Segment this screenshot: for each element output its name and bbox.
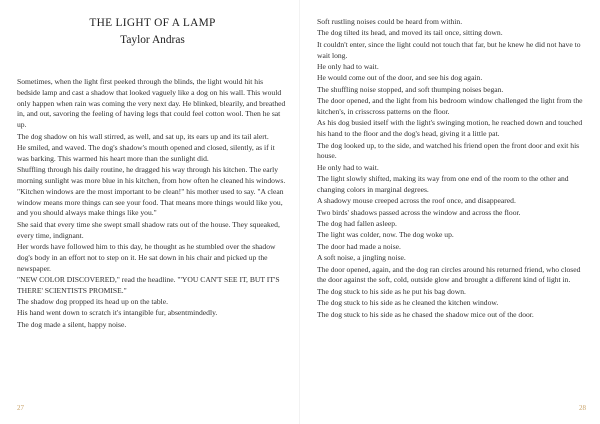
paragraph: "NEW COLOR DISCOVERED," read the headline. "'YOU CAN'T SEE IT, BUT IT'S THERE' SCIENTISTS PROMISE." bbox=[17, 274, 280, 295]
paragraph: A shadowy mouse creeped across the roof once, and disappeared. bbox=[317, 196, 516, 206]
paragraph: Sometimes, when the light first peeked through the blinds, the light would hit his bedside lamp and cast a shadow that looked vaguely like a dog on his wall. This would only happen when rain was coming the very next day. He blinked, blearily, and breathed in, and out, savoring the feeling of having legs that could feel cotton wool. Then he sat up. bbox=[17, 77, 286, 130]
right-page-body bbox=[317, 17, 588, 320]
paragraph: He only had to wait. bbox=[317, 162, 379, 172]
paragraph: Two birds' shadows passed across the window and across the floor. bbox=[317, 207, 521, 217]
paragraph: She said that every time she swept small shadow rats out of the house. They squeaked, every time, indignant. bbox=[17, 219, 280, 240]
paragraph: The dog had fallen asleep. bbox=[317, 219, 397, 229]
paragraph: He smiled, and waved. The dog's shadow's mouth opened and closed, silently, as if it was barking. This warmed his heart more than the sunlight did. bbox=[17, 142, 275, 163]
paragraph: Soft rustling noises could be heard from within. bbox=[317, 17, 463, 26]
paragraph: The dog looked up, to the side, and watched his friend open the front door and exit his house. bbox=[317, 140, 580, 161]
paragraph: As his dog busied itself with the light's swinging motion, he reached down and touched his hand to the floor and the dog's head, giving it a little pat. bbox=[317, 118, 583, 139]
paragraph: The door had made a noise. bbox=[317, 241, 401, 251]
paragraph: His hand went down to scratch it's intangible fur, absentmindedly. bbox=[17, 308, 218, 318]
paragraph: The dog stuck to his side as he cleaned the kitchen window. bbox=[317, 298, 499, 308]
paragraph: The dog stuck to his side as he chased the shadow mice out of the door. bbox=[317, 309, 534, 319]
paragraph: The dog tilted its head, and moved its tail once, sitting down. bbox=[317, 28, 503, 38]
page-number-left: 27 bbox=[17, 404, 24, 412]
paragraph: The door opened, and the light from his bedroom window challenged the light from the kitchen's, in crisscross patterns on the floor. bbox=[317, 96, 583, 116]
story-author: Taylor Andras bbox=[120, 34, 185, 46]
paragraph: The dog made a silent, happy noise. bbox=[17, 319, 127, 329]
paragraph: A soft noise, a jingling noise. bbox=[317, 253, 406, 263]
paragraph: The light was colder, now. The dog woke up. bbox=[317, 230, 454, 240]
paragraph: The dog shadow on his wall stirred, as well, and sat up, its ears up and its tail alert. bbox=[17, 131, 269, 141]
paragraph: The shadow dog propped its head up on the table. bbox=[17, 297, 168, 307]
paragraph: The door opened, again, and the dog ran circles around his returned friend, who closed the door against the soft, cold, outside glow and brought a different kind of light in. bbox=[317, 264, 581, 285]
paragraph: He only had to wait. bbox=[317, 61, 379, 71]
paragraph: It couldn't enter, since the light could not touch that far, but he knew he did not have to wait long. bbox=[317, 39, 581, 60]
paragraph: The shuffling noise stopped, and soft thumping noises began. bbox=[317, 84, 504, 94]
page-number-right: 28 bbox=[579, 404, 586, 412]
paragraph: Shuffling through his daily routine, he dragged his way through his kitchen. The early morning sunlight was more blue in his kitchen, from how often he cleaned his windows. "Kitchen windows are the most important to be clean!" his mother used to say. "A clean window means more things can see your food. That means more things would like you, and you should always make things like you." bbox=[17, 165, 286, 218]
story-title: THE LIGHT OF A LAMP bbox=[89, 17, 216, 29]
paragraph: Her words have followed him to this day, he thought as he stumbled over the shadow dog's body in an effort not to step on it. He sat down in his chair and picked up the newspaper. bbox=[17, 241, 276, 273]
paragraph: The light slowly shifted, making its way from one end of the room to the other and changing colors in marginal degrees. bbox=[317, 174, 569, 194]
paragraph: The dog stuck to his side as he put his bag down. bbox=[317, 286, 466, 296]
right-page bbox=[300, 0, 600, 424]
paragraph: He would come out of the door, and see his dog again. bbox=[317, 73, 483, 83]
left-page-body bbox=[17, 77, 288, 331]
